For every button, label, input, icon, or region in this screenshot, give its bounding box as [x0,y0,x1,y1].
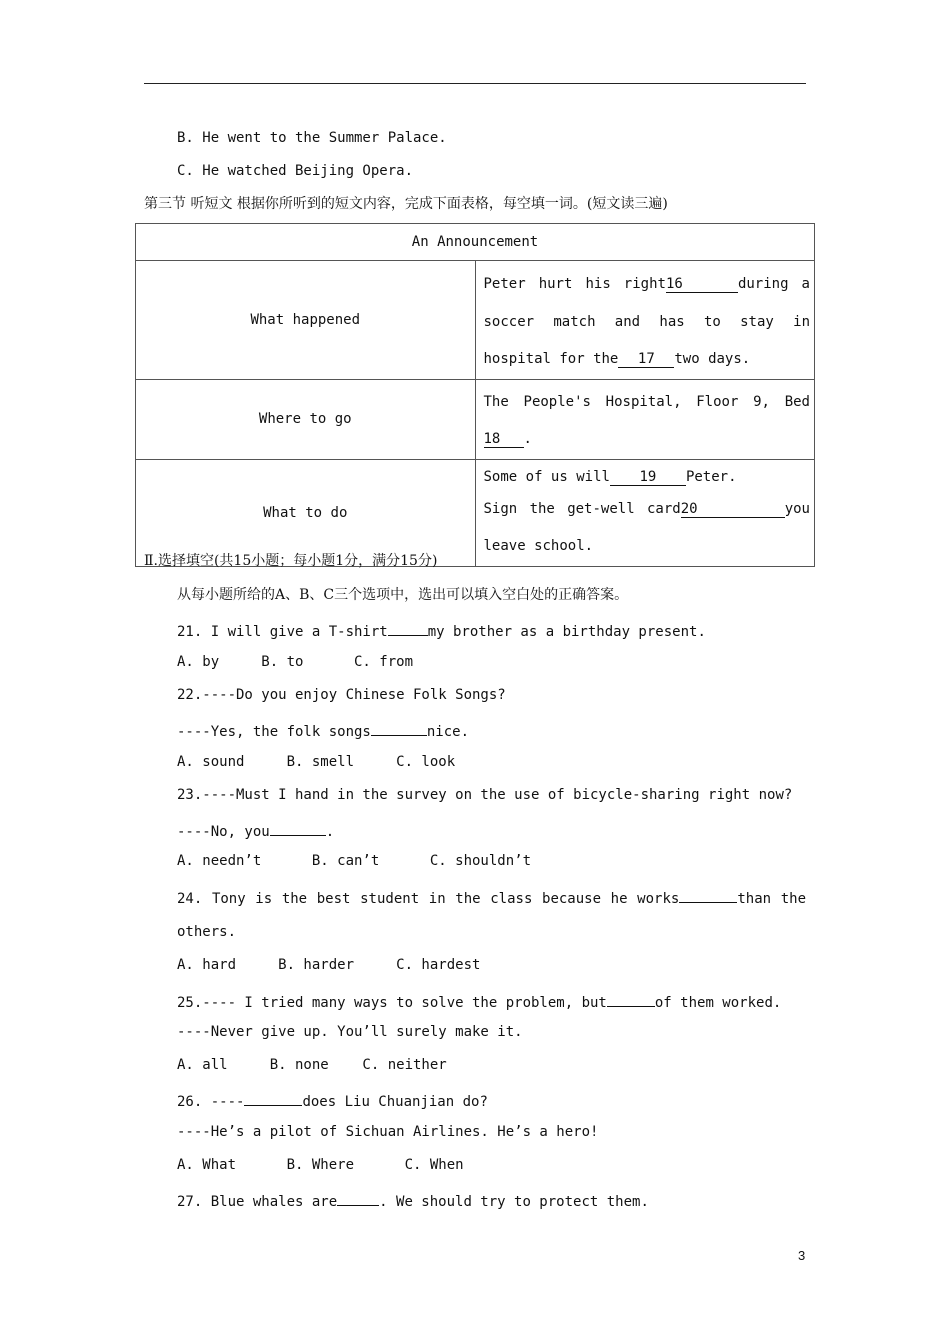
header-rule [144,83,806,84]
q25-options: A. all B. none C. neither [177,1057,447,1073]
q24: 24. Tony is the best student in the class because he works than the [177,886,806,908]
q25: 25.---- I tried many ways to solve the problem, but of them worked. [177,990,781,1012]
q22: 22.----Do you enjoy Chinese Folk Songs? [177,687,506,703]
blank-q27[interactable] [337,1189,379,1206]
row-label-what-to-do: What to do [136,459,476,566]
option-c: C. He watched Beijing Opera. [177,163,414,179]
part2-heading: Ⅱ.选择填空(共15小题；每小题1分，满分15分) [144,553,438,569]
section3-heading: 第三节 听短文 根据你所听到的短文内容，完成下面表格，每空填一词。(短文读三遍) [144,196,668,212]
line-soccer: soccer match and has to stay in [483,313,810,330]
q23: 23.----Must I hand in the survey on the use of bicycle-sharing right now? [177,787,793,803]
q22-reply: ----Yes, the folk songs nice. [177,719,469,741]
q24-cont: others. [177,924,237,940]
line-16: Peter hurt his right16 during a [483,276,810,292]
q26-reply: ----He’s a pilot of Sichuan Airlines. He’s a hero! [177,1124,599,1140]
row-label-what-happened: What happened [136,261,476,380]
q26-options: A. What B. Where C. When [177,1157,464,1173]
line-19: Some of us will 19 Peter. [483,468,737,485]
blank-q25[interactable] [607,990,655,1007]
line-20: Sign the get-well card20 you [483,500,810,517]
line-17: hospital for the 17 two days. [483,351,751,367]
page-number: 3 [798,1248,806,1263]
line-hospital: The People's Hospital, Floor 9, Bed [483,393,810,410]
q23-reply: ----No, you . [177,819,334,841]
blank-q21[interactable] [388,619,428,636]
q25-reply: ----Never give up. You’ll surely make it. [177,1024,523,1040]
table-title: An Announcement [136,224,815,261]
row-label-where-to-go: Where to go [136,379,476,459]
line-18: 18 . [483,431,532,447]
q21-options: A. by B. to C. from [177,654,414,670]
option-b: B. He went to the Summer Palace. [177,130,447,146]
blank-q26[interactable] [244,1089,302,1106]
blank-q23[interactable] [270,819,326,836]
blank-18[interactable]: 18 [484,431,524,448]
row-content-where-to-go [475,379,815,459]
q26: 26. ---- does Liu Chuanjian do? [177,1089,488,1111]
q24-options: A. hard B. harder C. hardest [177,957,481,973]
blank-16[interactable]: 16 [666,276,738,293]
part2-instruction: 从每小题所给的A、B、C三个选项中，选出可以填入空白处的正确答案。 [177,587,629,603]
q23-options: A. needn’t B. can’t C. shouldn’t [177,853,532,869]
line-leave: leave school. [483,537,594,554]
row-content-what-to-do [475,459,815,566]
blank-q24[interactable] [679,886,737,903]
row-content-what-happened [475,261,815,380]
blank-17[interactable]: 17 [618,351,674,368]
blank-19[interactable]: 19 [610,469,686,486]
blank-20[interactable]: 20 [681,501,785,518]
announcement-table [135,223,815,567]
blank-q22[interactable] [371,719,427,736]
q21: 21. I will give a T-shirt my brother as a birthday present. [177,619,706,641]
q22-options: A. sound B. smell C. look [177,754,456,770]
q27: 27. Blue whales are . We should try to protect them. [177,1189,649,1211]
